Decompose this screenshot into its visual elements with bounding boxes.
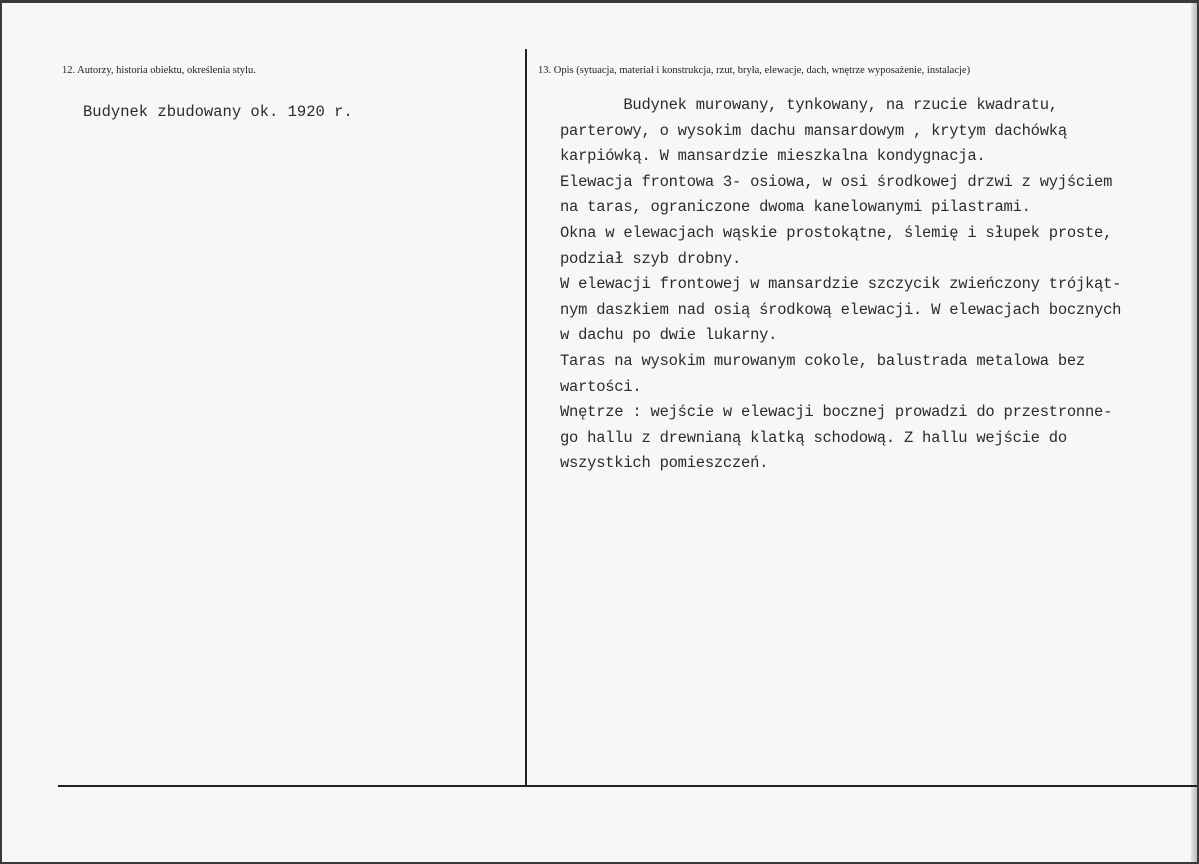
- description-line: parterowy, o wysokim dachu mansardowym , krytym dachówką: [560, 121, 1067, 140]
- section-13-label: 13. Opis (sytuacja, materiał i konstrukcja, rzut, bryła, elewacje, dach, wnętrze wyposażenie, instalacje): [538, 65, 971, 76]
- description-text: [560, 93, 1196, 477]
- description-line: nym daszkiem nad osią środkową elewacji. W elewacjach bocznych: [560, 300, 1122, 319]
- section-12-label: 12. Autorzy, historia obiektu, określenia stylu.: [62, 65, 256, 76]
- description-line: podział szyb drobny.: [560, 249, 742, 268]
- history-text: Budynek zbudowany ok. 1920 r.: [83, 103, 353, 121]
- description-line: Taras na wysokim murowanym cokole, balustrada metalowa bez: [560, 351, 1085, 370]
- column-divider: [525, 49, 527, 786]
- description-line: Budynek murowany, tynkowany, na rzucie kwadratu,: [560, 96, 1058, 114]
- description-line: go hallu z drewnianą klatką schodową. Z hallu wejście do: [560, 428, 1067, 447]
- description-line: Okna w elewacjach wąskie prostokątne, ślemię i słupek proste,: [560, 223, 1113, 242]
- description-line: na taras, ograniczone dwoma kanelowanymi pilastrami.: [560, 198, 1031, 217]
- description-line: Elewacja frontowa 3- osiowa, w osi środkowej drzwi z wyjściem: [560, 172, 1113, 191]
- description-line: karpiówką. W mansardzie mieszkalna kondygnacja.: [560, 147, 986, 166]
- bottom-rule: [58, 785, 1199, 787]
- description-line: wartości.: [560, 377, 642, 396]
- description-line: W elewacji frontowej w mansardzie szczycik zwieńczony trójkąt-: [560, 275, 1122, 294]
- description-line: Wnętrze : wejście w elewacji bocznej prowadzi do przestronne-: [560, 403, 1113, 422]
- description-line: wszystkich pomieszczeń.: [560, 454, 769, 473]
- description-line: w dachu po dwie lukarny.: [560, 326, 778, 345]
